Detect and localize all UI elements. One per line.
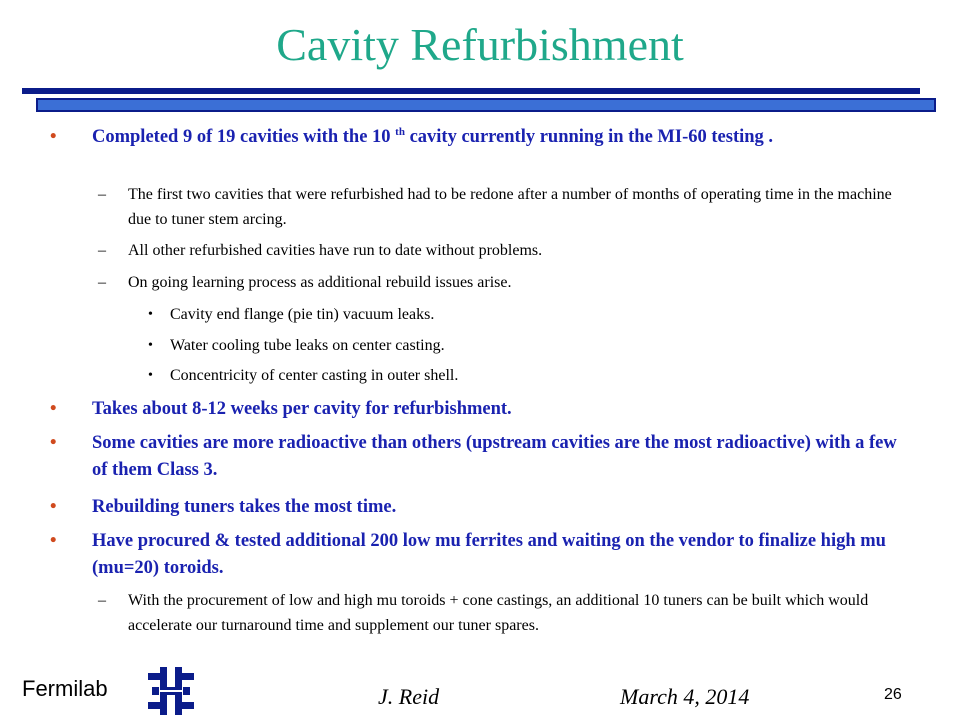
bullet-marker: • xyxy=(50,399,57,419)
bullet-marker: • xyxy=(50,433,57,453)
sub-bullet-text: On going learning process as additional rebuild issues arise. xyxy=(128,274,512,291)
title-rule-thin xyxy=(22,88,920,94)
bullet-marker: • xyxy=(50,497,57,517)
bullet-marker: • xyxy=(50,531,57,551)
fermilab-logo-icon xyxy=(148,667,194,715)
footer-org-name: Fermilab xyxy=(22,676,108,701)
bullet-text: Some cavities are more radioactive than others (upstream cavities are the most radioactive) with a few of them Class 3. xyxy=(92,433,897,480)
title-rule-thick xyxy=(36,98,936,112)
sub-sub-bullet-text: Cavity end flange (pie tin) vacuum leaks. xyxy=(170,306,435,323)
bullet-text: Completed 9 of 19 cavities with the 10 $^{th}$ cavity currently running in the MI-60 testing . xyxy=(92,126,774,147)
sub-bullet-text: All other refurbished cavities have run to date without problems. xyxy=(128,242,543,259)
dash-marker: – xyxy=(98,274,106,291)
bullet-text: Takes about 8-12 weeks per cavity for refurbishment. xyxy=(92,399,512,419)
bullet-marker: • xyxy=(148,307,153,322)
slide-title: Cavity Refurbishment xyxy=(276,19,684,70)
sub-sub-bullet-text: Water cooling tube leaks on center casting. xyxy=(170,337,445,354)
bullet-text: Rebuilding tuners takes the most time. xyxy=(92,497,397,517)
sub-bullet-text: With the procurement of low and high mu toroids + cone castings, an additional 10 tuners can be built which would accelerate our turnaround time and supplement our tuner spares. xyxy=(128,592,869,634)
bullet-marker: • xyxy=(148,338,153,353)
bullet-marker: • xyxy=(148,368,153,383)
dash-marker: – xyxy=(98,592,106,609)
bullet-text: Have procured & tested additional 200 low mu ferrites and waiting on the vendor to finalize high mu (mu=20) toroids. xyxy=(92,531,886,578)
dash-marker: – xyxy=(98,186,106,203)
sub-sub-bullet-text: Concentricity of center casting in outer shell. xyxy=(170,367,459,384)
dash-marker: – xyxy=(98,242,106,259)
footer-author: J. Reid xyxy=(378,684,440,709)
bullet-marker: • xyxy=(50,127,57,147)
sub-bullet-text: The first two cavities that were refurbished had to be redone after a number of months of operating time in the machine due to tuner stem arcing. xyxy=(128,186,892,228)
footer-date: March 4, 2014 xyxy=(620,684,750,709)
page-number: 26 xyxy=(884,686,902,703)
